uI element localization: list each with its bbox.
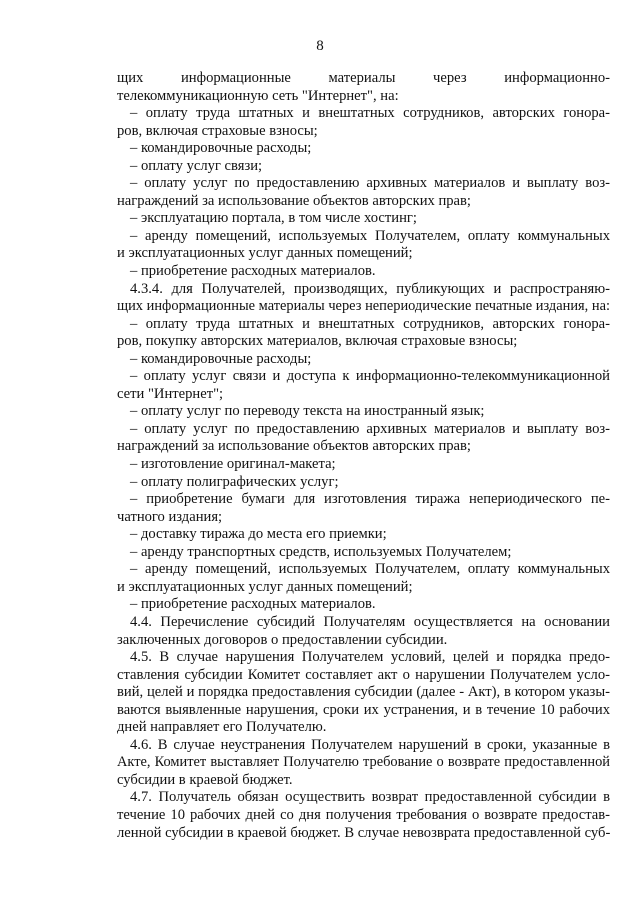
paragraph-first-line: – приобретение расходных материалов. xyxy=(130,263,376,280)
paragraph-first-line: 4.6. В случае неустранения Получателем нарушений в сроки, указанные в xyxy=(130,736,610,753)
paragraph-first-line: 4.4. Перечисление субсидий Получателям осуществляется на основании xyxy=(130,613,610,630)
document-body xyxy=(117,70,610,842)
text-line: щих информационные материалы через информационно- xyxy=(117,70,610,86)
paragraph-first-line: – оплату услуг связи и доступа к информационно-телекоммуникационной xyxy=(130,368,610,385)
paragraph-first-line: 4.5. В случае нарушения Получателем условий, целей и порядка предо- xyxy=(130,649,610,666)
text-line: ленной субсидии в краевой бюджет. В случае невозврата предоставленной суб- xyxy=(117,824,611,841)
paragraph-first-line: – оплату услуг связи; xyxy=(130,157,263,174)
paragraph-first-line: – приобретение расходных материалов. xyxy=(130,596,376,613)
paragraph-first-line: – оплату полиграфических услуг; xyxy=(130,473,339,490)
text-line: Акте, Комитет выставляет Получателю требование о возврате предоставленной xyxy=(117,754,610,771)
text-line: ров, включая страховые взносы; xyxy=(117,122,318,139)
text-line: ставления субсидии Комитет составляет акт о нарушении Получателем усло- xyxy=(117,666,610,683)
paragraph-first-line: – доставку тиража до места его приемки; xyxy=(130,526,387,543)
text-line: чатного издания; xyxy=(117,508,223,525)
text-line: и эксплуатационных услуг данных помещений; xyxy=(117,578,413,595)
text-line: и эксплуатационных услуг данных помещений; xyxy=(117,245,413,262)
paragraph-first-line: – аренду транспортных средств, используемых Получателем; xyxy=(130,543,512,560)
paragraph-first-line: – командировочные расходы; xyxy=(130,350,312,367)
paragraph-first-line: – оплату труда штатных и внештатных сотрудников, авторских гонора- xyxy=(130,105,610,122)
text-line: ров, покупку авторских материалов, включая страховые взносы; xyxy=(117,333,518,350)
paragraph-first-line: – изготовление оригинал-макета; xyxy=(130,456,336,473)
text-line: вий, целей и порядка предоставления субсидии (далее - Акт), в котором указы- xyxy=(117,684,610,701)
text-line: дней направляет его Получателю. xyxy=(117,719,327,736)
paragraph-first-line: – оплату услуг по предоставлению архивных материалов и выплату воз- xyxy=(130,175,610,192)
paragraph-first-line: – оплату труда штатных и внештатных сотрудников, авторских гонора- xyxy=(130,315,610,332)
text-line: сети "Интернет"; xyxy=(117,385,224,402)
text-line: награждений за использование объектов авторских прав; xyxy=(117,192,471,209)
paragraph-first-line: – аренду помещений, используемых Получателем, оплату коммунальных xyxy=(130,227,610,244)
text-line: течение 10 рабочих дней со дня получения требования о возврате предостав- xyxy=(117,806,610,823)
text-line: телекоммуникационную сеть "Интернет", на: xyxy=(117,87,399,104)
paragraph-first-line: – оплату услуг по предоставлению архивных материалов и выплату воз- xyxy=(130,420,610,437)
paragraph-first-line: – эксплуатацию портала, в том числе хостинг; xyxy=(130,210,417,227)
text-line: субсидии в краевой бюджет. xyxy=(117,771,293,788)
text-line: заключенных договоров о предоставлении субсидии. xyxy=(117,631,448,648)
page-number: 8 xyxy=(316,38,324,54)
paragraph-first-line: – аренду помещений, используемых Получателем, оплату коммунальных xyxy=(130,561,610,578)
paragraph-first-line: – оплату услуг по переводу текста на иностранный язык; xyxy=(130,403,485,420)
paragraph-first-line: – командировочные расходы; xyxy=(130,140,312,157)
text-line: щих информационные материалы через непериодические печатные издания, на: xyxy=(117,298,610,315)
text-line: ваются выявленные нарушения, сроки их устранения, и в течение 10 рабочих xyxy=(117,701,610,718)
paragraph-first-line: – приобретение бумаги для изготовления тиража непериодического пе- xyxy=(130,491,610,508)
paragraph-first-line: 4.7. Получатель обязан осуществить возврат предоставленной субсидии в xyxy=(130,789,610,806)
paragraph-first-line: 4.3.4. для Получателей, производящих, публикующих и распространяю- xyxy=(130,280,610,297)
text-line: награждений за использование объектов авторских прав; xyxy=(117,438,471,455)
